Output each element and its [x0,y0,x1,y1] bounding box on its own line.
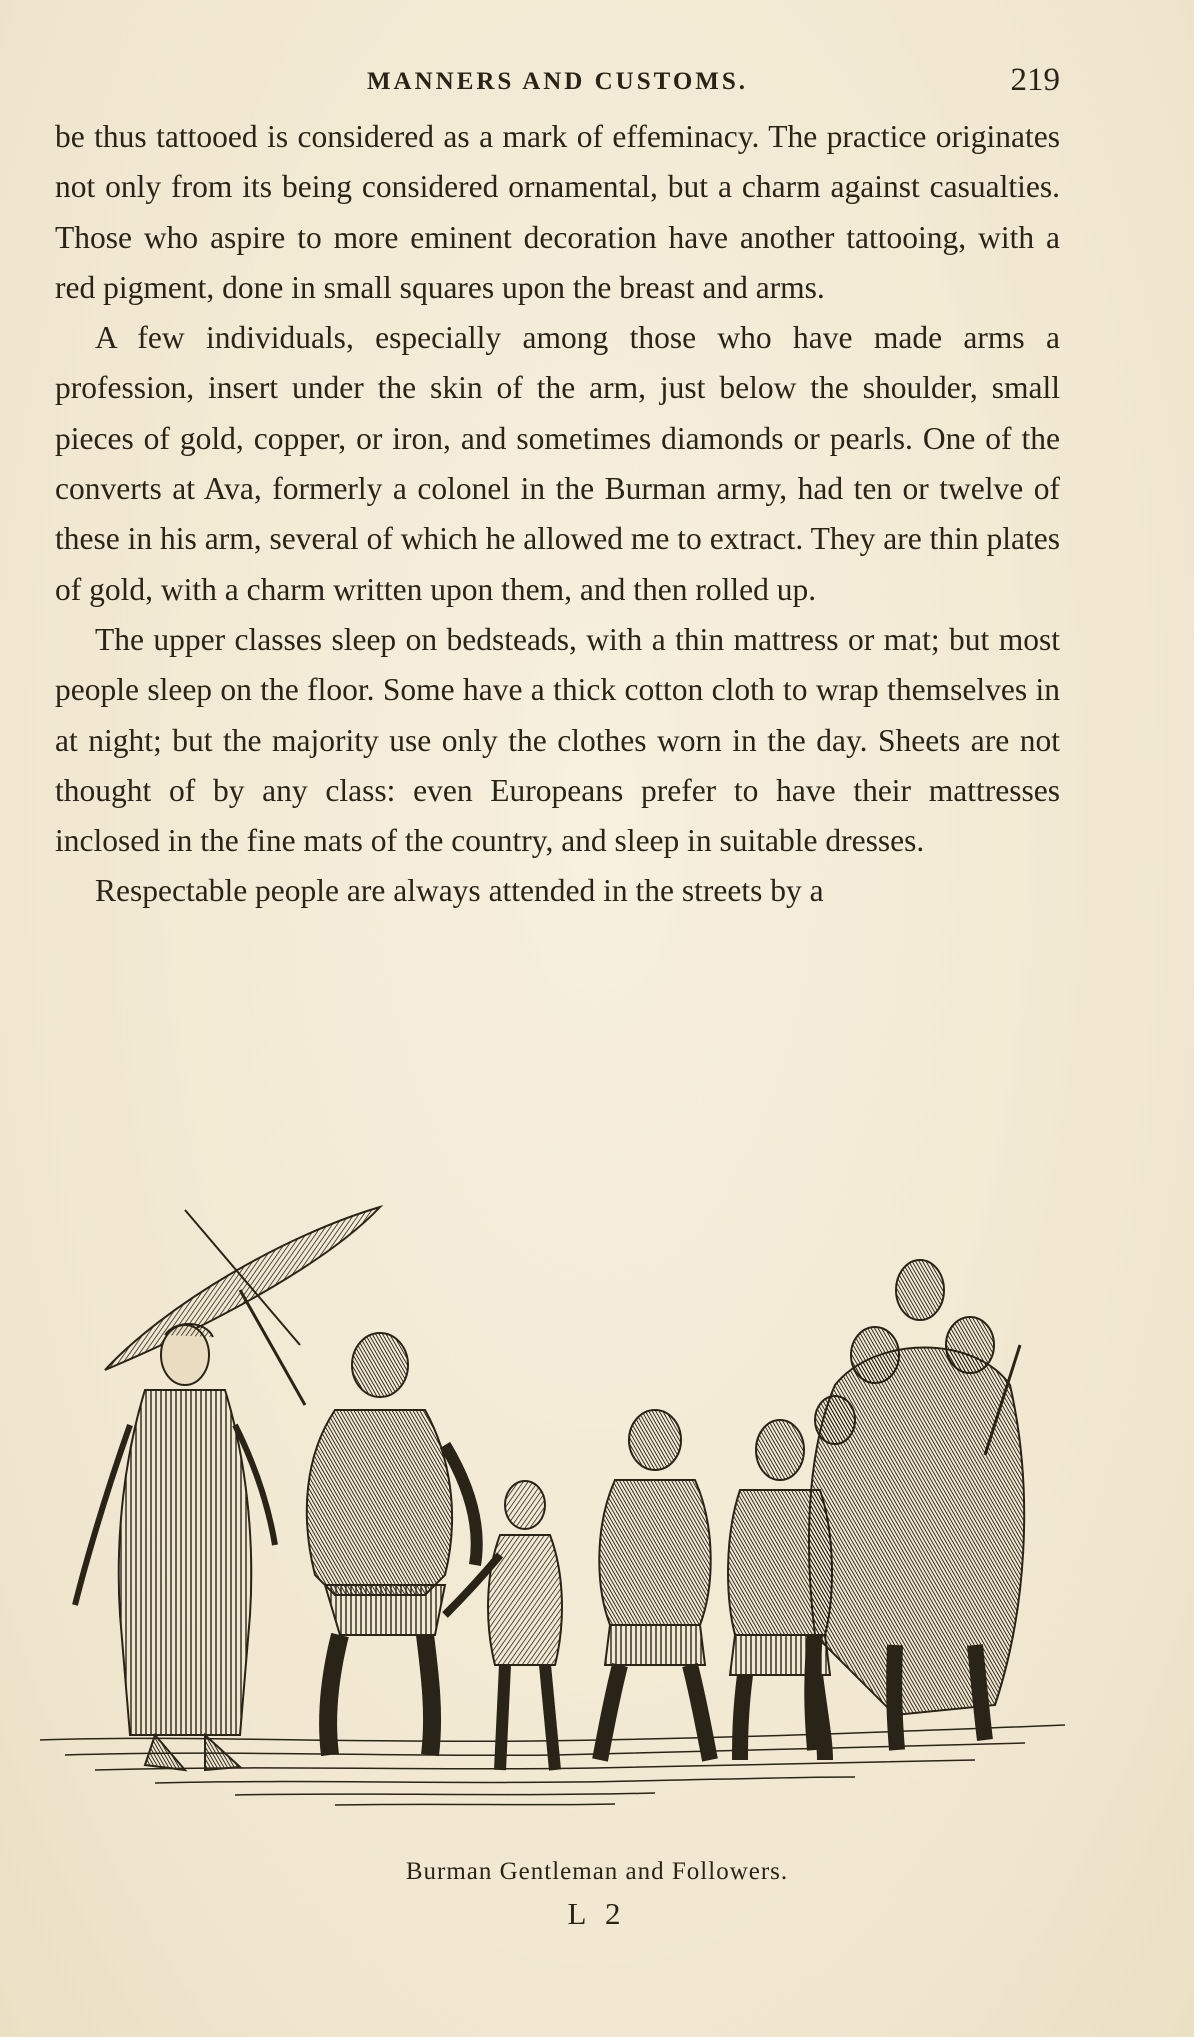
body-text [55,112,1060,917]
signature-mark: L 2 [567,1896,627,1931]
figure-child [445,1481,562,1770]
running-head [55,62,1060,102]
figure-umbrella-bearer [307,1333,477,1755]
paragraph-4: Respectable people are always attended in the streets by a [95,873,824,909]
figure-group-back [809,1260,1024,1750]
running-title: MANNERS AND CUSTOMS. [366,68,749,95]
engraving-illustration [35,1195,1075,1835]
paragraph-2: A few individuals, especially among those who have made arms a profession, insert under the skin of the arm, just below the shoulder, small pieces of gold, copper, or iron, and sometimes diamonds or pearls. One of the converts at Ava, formerly a colonel in the Burman army, had ten or twelve of these in his arm, several of which he allowed me to extract. They are thin plates of gold, with a charm written upon them, and then rolled up. [55,320,1060,607]
paragraph-1: be thus tattooed is considered as a mark of effeminacy. The practice originates not only from its being considered ornamental, but a charm against casualties. Those who aspire to more eminent decoration have another tattooing, with a red pigment, done in small squares upon the breast and arms. [55,119,1060,305]
illustration-caption: Burman Gentleman and Followers. [405,1858,789,1885]
paragraph-3: The upper classes sleep on bedsteads, with a thin mattress or mat; but most people sleep on the floor. Some have a thick cotton cloth to wrap themselves in at night; but the majority use only the clothes worn in the day. Sheets are not thought of by any class: even Europeans prefer to have their mattresses inclosed in the fine mats of the country, and sleep in suitable dresses. [55,621,1060,859]
figure-follower-pipe [599,1410,710,1760]
page-number: 219 [1010,62,1060,98]
figure-gentleman [75,1324,275,1770]
parasol [105,1207,380,1405]
